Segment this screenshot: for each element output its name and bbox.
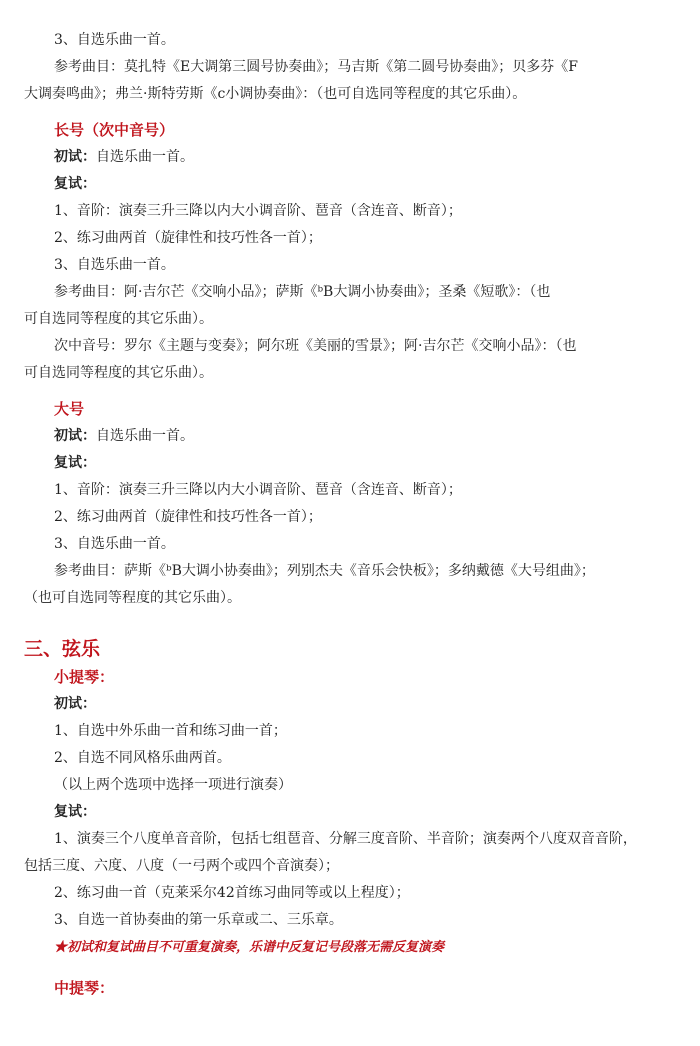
- violin-fushi-item-1b: 包括三度、六度、八度（一弓两个或四个音演奏）；: [24, 858, 339, 874]
- trombone-item-3: 3、自选乐曲一首。: [54, 257, 175, 273]
- euphonium-reference-line2: 可自选同等程度的其它乐曲）。: [24, 365, 213, 381]
- chushi-text: 自选乐曲一首。: [96, 149, 194, 165]
- trombone-reference-line2: 可自选同等程度的其它乐曲）。: [24, 311, 213, 327]
- chushi-text: 自选乐曲一首。: [96, 428, 194, 444]
- tuba-item-3: 3、自选乐曲一首。: [54, 536, 175, 552]
- tuba-item-1: 1、音阶：演奏三升三降以内大小调音阶、琶音（含连音、断音）；: [54, 482, 462, 498]
- trombone-fushi-label: 复试：: [54, 176, 96, 192]
- tuba-reference-line2: （也可自选同等程度的其它乐曲）。: [24, 590, 241, 606]
- violin-fushi-item-1a: 1、演奏三个八度单音音阶，包括七组琶音、分解三度音阶、半音阶；演奏两个八度双音音阶，: [54, 831, 637, 847]
- trombone-reference-line1: 参考曲目：阿·吉尔芒《交响小品》；萨斯《ᵇB大调小协奏曲》；圣桑《短歌》：（也: [54, 284, 551, 300]
- trombone-item-1: 1、音阶：演奏三升三降以内大小调音阶、琶音（含连音、断音）；: [54, 203, 462, 219]
- trombone-heading: 长号（次中音号）: [54, 121, 175, 139]
- violin-chushi-item-1: 1、自选中外乐曲一首和练习曲一首；: [54, 723, 287, 739]
- chushi-label: 初试：: [54, 428, 96, 444]
- trombone-item-2: 2、练习曲两首（旋律性和技巧性各一首）；: [54, 230, 322, 246]
- trombone-chushi: [24, 144, 676, 171]
- violin-chushi-item-2: 2、自选不同风格乐曲两首。: [54, 750, 231, 766]
- chushi-label: 初试：: [54, 149, 96, 165]
- euphonium-reference-line1: 次中音号：罗尔《主题与变奏》；阿尔班《美丽的雪景》；阿·吉尔芒《交响小品》：（也: [54, 338, 577, 354]
- horn-reference-line2: 大调奏鸣曲》；弗兰·斯特劳斯《c小调协奏曲》：（也可自选同等程度的其它乐曲）。: [24, 86, 527, 102]
- tuba-fushi-label: 复试：: [54, 455, 96, 471]
- violin-fushi-item-2: 2、练习曲一首（克莱采尔42首练习曲同等或以上程度）；: [54, 885, 410, 901]
- tuba-heading: 大号: [54, 400, 85, 418]
- violin-chushi-option-note: （以上两个选项中选择一项进行演奏）: [54, 777, 292, 793]
- violin-fushi-item-3: 3、自选一首协奏曲的第一乐章或二、三乐章。: [54, 912, 343, 928]
- tuba-reference-line1: 参考曲目：萨斯《ᵇB大调小协奏曲》；列别杰夫《音乐会快板》；多纳戴德《大号组曲》；: [54, 563, 595, 579]
- strings-section-title: 三、弦乐: [24, 638, 101, 660]
- violin-chushi-label: 初试：: [54, 696, 96, 712]
- horn-reference-line1: 参考曲目：莫扎特《E大调第三圆号协奏曲》；马吉斯《第二圆号协奏曲》；贝多芬《F: [54, 59, 578, 75]
- tuba-chushi: [24, 423, 676, 450]
- violin-heading: 小提琴：: [54, 668, 115, 686]
- violin-fushi-label: 复试：: [54, 804, 96, 820]
- violin-repeat-note: ★初试和复试曲目不可重复演奏，乐谱中反复记号段落无需反复演奏: [54, 940, 445, 955]
- tuba-item-2: 2、练习曲两首（旋律性和技巧性各一首）；: [54, 509, 322, 525]
- horn-free-piece: 3、自选乐曲一首。: [54, 32, 175, 48]
- viola-heading: 中提琴：: [54, 979, 115, 997]
